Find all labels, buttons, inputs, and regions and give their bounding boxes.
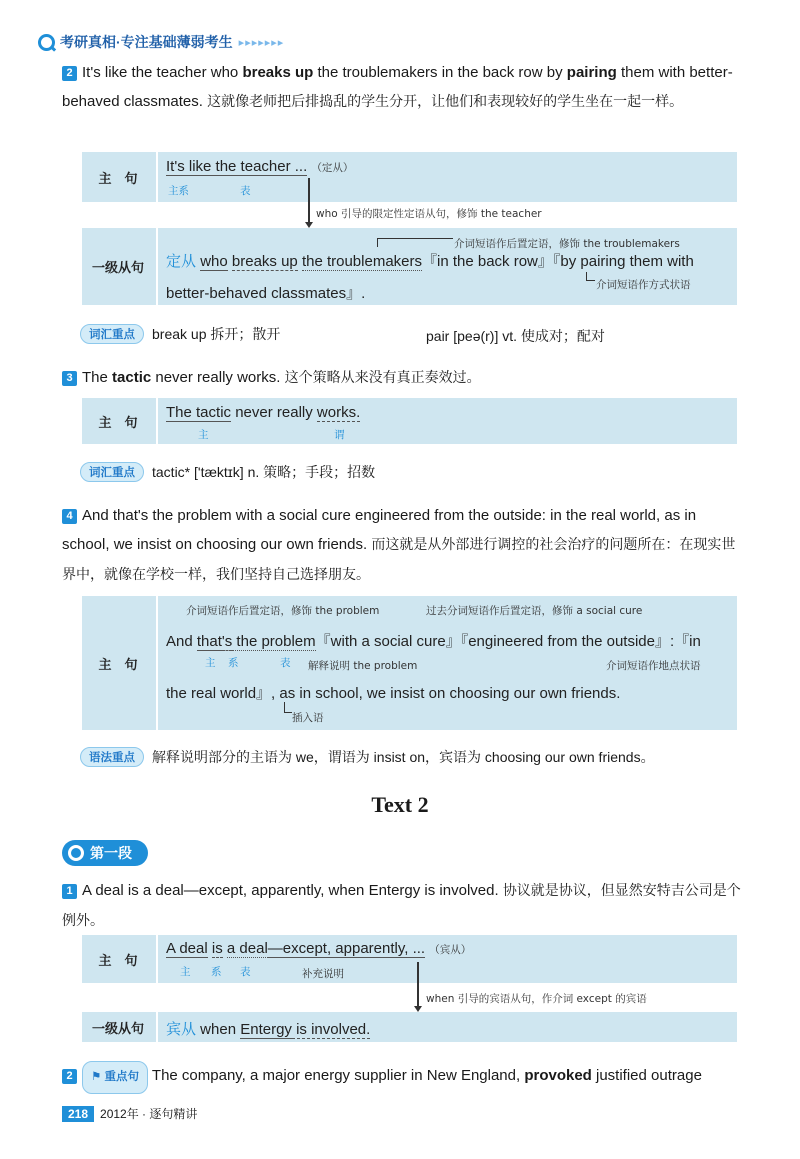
annotation: 介词短语作后置定语，修饰 the problem (186, 605, 380, 617)
subject-word: Entergy (240, 1021, 292, 1038)
divider (156, 152, 158, 202)
predicative-word: a deal (226, 940, 268, 957)
sentence-text: The (82, 369, 113, 386)
section-title: Text 2 (371, 792, 429, 817)
book-title: 2012年 · 逐句精讲 (100, 1107, 198, 1121)
sentence-number: 3 (62, 371, 77, 386)
main-clause-label: 主 句 (98, 656, 138, 672)
main-clause-line2 (166, 682, 620, 703)
brand: 考研真相 (60, 34, 116, 50)
annotation: 插入语 (292, 712, 324, 724)
annotation: 介词短语作方式状语 (596, 279, 691, 291)
segment-header (62, 840, 148, 866)
page-header (38, 30, 284, 54)
main-clause-sentence (166, 158, 353, 175)
annotation-bracket (586, 272, 595, 281)
sentence-text: justified outrage (591, 1067, 702, 1084)
annotation: 介词短语作后置定语，修饰 the troublemakers (454, 238, 680, 250)
linking-verb: 's (221, 633, 233, 650)
clause-tag: 宾从 (166, 1021, 197, 1038)
grammar-label: 表 (280, 657, 291, 669)
conjunction: when (196, 1021, 241, 1038)
phrase: 『by pairing them with (552, 253, 694, 270)
sentence-text: them with better-behaved classmates. (62, 64, 733, 110)
grammar-label: 主 (205, 657, 216, 669)
adverb: never really (231, 404, 317, 421)
grammar-label: 系 (228, 657, 239, 669)
clause-tag: 定从 (166, 253, 197, 270)
main-clause-text: It's like the teacher ... (166, 158, 308, 175)
main-clause-label-box (82, 596, 154, 730)
sentence-3 (62, 363, 742, 393)
clause-note: （定从） (311, 162, 354, 174)
annotation-bracket (377, 238, 453, 247)
key-phrase: pairing (566, 64, 617, 81)
link-arrow (308, 178, 310, 225)
key-phrase: breaks up (242, 64, 314, 81)
predicate-word: is involved. (291, 1021, 371, 1038)
sub-clause-line1 (166, 250, 694, 271)
object-word: the troublemakers (301, 253, 422, 270)
vocab-item: pair [peə(r)] vt. 使成对；配对 (426, 328, 605, 344)
main-clause-label-box (82, 935, 154, 983)
annotation-bracket (284, 702, 292, 713)
brand-sep: · (116, 34, 121, 50)
text2-sentence-1 (62, 876, 742, 936)
annotation: 介词短语作地点状语 (606, 660, 701, 672)
page-number: 218 (62, 1106, 94, 1122)
grammar-label: 谓 (334, 429, 345, 441)
search-q-icon (68, 845, 84, 861)
sub-clause-line2: better-behaved classmates』. (166, 285, 366, 302)
text2-sentence-2 (62, 1061, 742, 1094)
main-clause-label-box (82, 152, 154, 202)
vocab-item: tactic* ['tæktɪk] n. 策略；手段；招数 (152, 464, 376, 480)
subject-word: that (196, 633, 222, 650)
conjunction: And (166, 633, 197, 650)
translation: 而这就是从外部进行调控的社会治疗的问题所在：在现实世界中，就像在学校一样，我们坚持自己选择朋友。 (62, 537, 736, 583)
main-clause-sentence (166, 404, 360, 421)
main-clause-label: 主 句 (98, 952, 138, 968)
grammar-note: 解释说明部分的主语为 we，谓语为 insist on，宾语为 choosing our own friends。 (152, 749, 655, 765)
predicate-word: works. (316, 404, 361, 421)
sentence-2 (62, 58, 742, 117)
predicate-word: breaks up (231, 253, 298, 270)
sentence-number: 2 (62, 1069, 77, 1084)
subject-word: who (200, 253, 228, 270)
vocab-tag: 词汇重点 (80, 462, 144, 482)
vocab-row (80, 462, 375, 482)
annotation: 过去分词短语作后置定语，修饰 a social cure (426, 605, 643, 617)
main-clause-label-box (82, 398, 154, 444)
subject-word: The tactic (166, 404, 232, 421)
main-clause-line1 (166, 630, 701, 651)
grammar-label: 主 (198, 429, 209, 441)
annotation: 补充说明 (302, 968, 344, 980)
grammar-row (80, 747, 655, 767)
translation: 这个策略从来没有真正奏效过。 (284, 370, 481, 386)
translation: 协议就是协议，但显然安特吉公司是个例外。 (62, 883, 741, 929)
link-note: who 引导的限定性定语从句，修饰 the teacher (316, 208, 542, 220)
sentence-text: And that's the problem with a social cure engineered from the outside: in the real world, as in school, we insist on choosing our own friends. (62, 507, 697, 553)
phrase: 『with a social cure』『engineered from the outside』:『in (315, 633, 701, 650)
sentence-text: A deal is a deal—except, apparently, when Entergy is involved. (82, 882, 499, 899)
sub-clause-label-box (82, 1012, 154, 1042)
grammar-tag: 语法重点 (80, 747, 144, 767)
grammar-label: 主系 (168, 185, 189, 197)
sub-clause-line1 (166, 1018, 370, 1039)
grammar-label: 表 (240, 966, 251, 978)
flag-icon: ⚑ (91, 1071, 102, 1083)
divider (156, 596, 158, 730)
slogan: 专注基础薄弱考生 (120, 34, 233, 50)
vocab-tag: 词汇重点 (80, 324, 144, 344)
sub-clause-label: 一级从句 (91, 1020, 144, 1036)
subject-word: A deal (166, 940, 208, 957)
sentence-text: never really works. (151, 369, 281, 386)
divider (156, 1012, 158, 1042)
sentence-number: 4 (62, 509, 77, 524)
divider (156, 935, 158, 983)
vocab-item: break up 拆开；散开 (152, 326, 281, 342)
key-sentence-tag (82, 1061, 148, 1094)
page-footer (62, 1105, 197, 1122)
main-clause-label: 主 句 (98, 414, 138, 430)
sentence-number: 2 (62, 66, 77, 81)
phrase: —except, apparently, ... (267, 940, 426, 957)
phrase: the real world』, as in school, we insist on choosing our own friends. (166, 685, 621, 702)
sentence-text: The company, a major energy supplier in New England, (148, 1067, 525, 1084)
arrows-icon: ▸▸▸▸▸▸▸ (238, 36, 285, 49)
link-note: when 引导的宾语从句，作介词 except 的宾语 (426, 993, 647, 1005)
divider (156, 398, 158, 444)
main-clause-sentence (166, 940, 471, 957)
phrase: 『in the back row』 (422, 253, 553, 270)
grammar-label: 主 (180, 966, 191, 978)
search-q-icon (38, 34, 55, 51)
divider (156, 228, 158, 305)
main-clause-label: 主 句 (98, 170, 138, 186)
key-phrase: tactic (112, 369, 152, 386)
sentence-text: It's like the teacher who (82, 64, 243, 81)
sub-clause-label-box (82, 228, 154, 305)
clause-note: （宾从） (429, 944, 472, 956)
sentence-number: 1 (62, 884, 77, 899)
translation: 这就像老师把后排捣乱的学生分开，让他们和表现较好的学生坐在一起一样。 (207, 94, 684, 110)
key-sentence-label: 重点句 (104, 1071, 140, 1083)
predicative-word: the problem (232, 633, 316, 650)
segment-label: 第一段 (90, 845, 132, 861)
sentence-4 (62, 501, 742, 590)
vocab-row (80, 324, 280, 344)
sub-clause-label: 一级从句 (91, 260, 144, 275)
sentence-text: the troublemakers in the back row by (313, 64, 567, 81)
grammar-label: 表 (240, 185, 251, 197)
grammar-label: 系 (211, 966, 222, 978)
annotation: 解释说明 the problem (308, 660, 418, 672)
link-arrow (417, 962, 419, 1010)
linking-verb: is (211, 940, 223, 957)
key-phrase: provoked (524, 1067, 592, 1084)
